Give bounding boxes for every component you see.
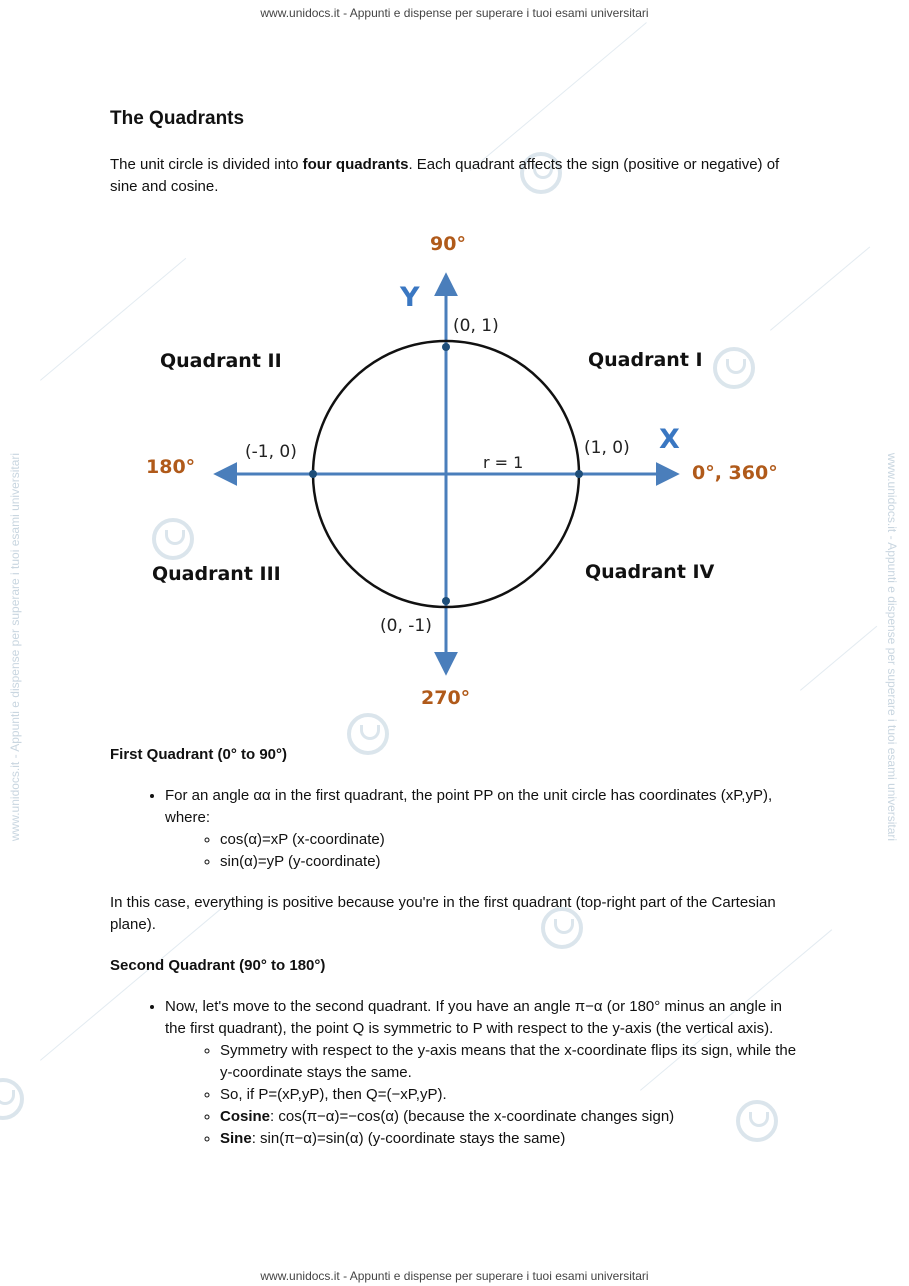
list-item: ◦ cos(α)=xP (x-coordinate) [220, 829, 800, 851]
first-quadrant-bullet: For an angle αα in the first quadrant, the point PP on the unit circle has coordinates (xP,yP), where: [165, 787, 773, 826]
cosine-term: Cosine [220, 1108, 271, 1125]
list-item: ◦ Symmetry with respect to the y-axis means that the x-coordinate flips its sign, while the y-coordinate stays the same. [220, 1040, 800, 1084]
page-footer-text: www.unidocs.it - Appunti e dispense per superare i tuoi esami universitari [260, 1269, 649, 1283]
label-180-deg: 180° [146, 456, 196, 478]
second-quadrant-sublist [165, 1040, 800, 1150]
coord-left: (-1, 0) [245, 442, 297, 462]
page-header-text: www.unidocs.it - Appunti e dispense per superare i tuoi esami universitari [260, 6, 649, 20]
section-title: The Quadrants [110, 108, 245, 129]
point-left [309, 470, 317, 478]
axis-label-y: Y [400, 282, 420, 313]
cosine-formula: : cos(π−α)=−cos(α) (because the x-coordinate changes sign) [270, 1108, 675, 1125]
unit-circle-svg [130, 225, 800, 725]
quadrant-2-label: Quadrant II [160, 350, 282, 372]
first-quadrant-note: In this case, everything is positive because you're in the first quadrant (top-right part of the Cartesian plane). [110, 894, 776, 933]
second-quadrant-heading: Second Quadrant (90° to 180°) [110, 957, 326, 974]
second-quadrant-bullet: Now, let's move to the second quadrant. If you have an angle π−α (or 180° minus an angle in the first quadrant), the point Q is symmetric to P with respect to the y-axis (the vertical axis). [165, 998, 783, 1037]
quadrant-1-label: Quadrant I [588, 349, 703, 371]
intro-text: The unit circle is divided into [110, 156, 303, 173]
label-0-360-deg: 0°, 360° [692, 462, 778, 484]
axis-label-x: X [659, 424, 680, 455]
intro-text-end: . Each quadrant affects the sign (positive or negative) of sine and cosine. [110, 156, 780, 195]
radius-label: r = 1 [483, 453, 524, 472]
quadrant-3-label: Quadrant III [152, 563, 281, 585]
label-90-deg: 90° [430, 233, 466, 255]
intro-paragraph [110, 154, 790, 198]
watermark-right-text: www.unidocs.it - Appunti e dispense per superare i tuoi esami universitari [885, 452, 899, 842]
label-270-deg: 270° [421, 687, 471, 709]
list-item [165, 785, 800, 873]
list-item: ◦ So, if P=(xP,yP), then Q=(−xP,yP). [220, 1084, 800, 1106]
first-quadrant-section [110, 744, 800, 936]
second-quadrant-list [110, 996, 800, 1150]
point-top [442, 343, 450, 351]
intro-bold: four quadrants [302, 156, 409, 173]
sine-formula: : sin(π−α)=sin(α) (y-coordinate stays the same) [251, 1130, 566, 1147]
point-right [575, 470, 583, 478]
point-bottom [442, 597, 450, 605]
list-item [220, 1106, 800, 1128]
watermark-line [470, 22, 647, 171]
coord-bottom: (0, -1) [380, 616, 432, 636]
coord-top: (0, 1) [453, 316, 499, 336]
list-item [165, 996, 800, 1150]
watermark-line [800, 626, 877, 691]
list-item: ◦ sin(α)=yP (y-coordinate) [220, 851, 800, 873]
first-quadrant-sublist [165, 829, 800, 873]
first-quadrant-heading: First Quadrant (0° to 90°) [110, 746, 288, 763]
first-quadrant-list [110, 785, 800, 873]
sine-term: Sine [220, 1130, 252, 1147]
second-quadrant-section [110, 955, 800, 1150]
unit-circle-diagram [130, 225, 800, 725]
quadrant-4-label: Quadrant IV [585, 561, 715, 583]
coord-right: (1, 0) [584, 438, 630, 458]
watermark-left-text: www.unidocs.it - Appunti e dispense per superare i tuoi esami universitari [8, 452, 22, 842]
list-item [220, 1128, 800, 1150]
watermark-logo-icon [0, 1078, 24, 1120]
